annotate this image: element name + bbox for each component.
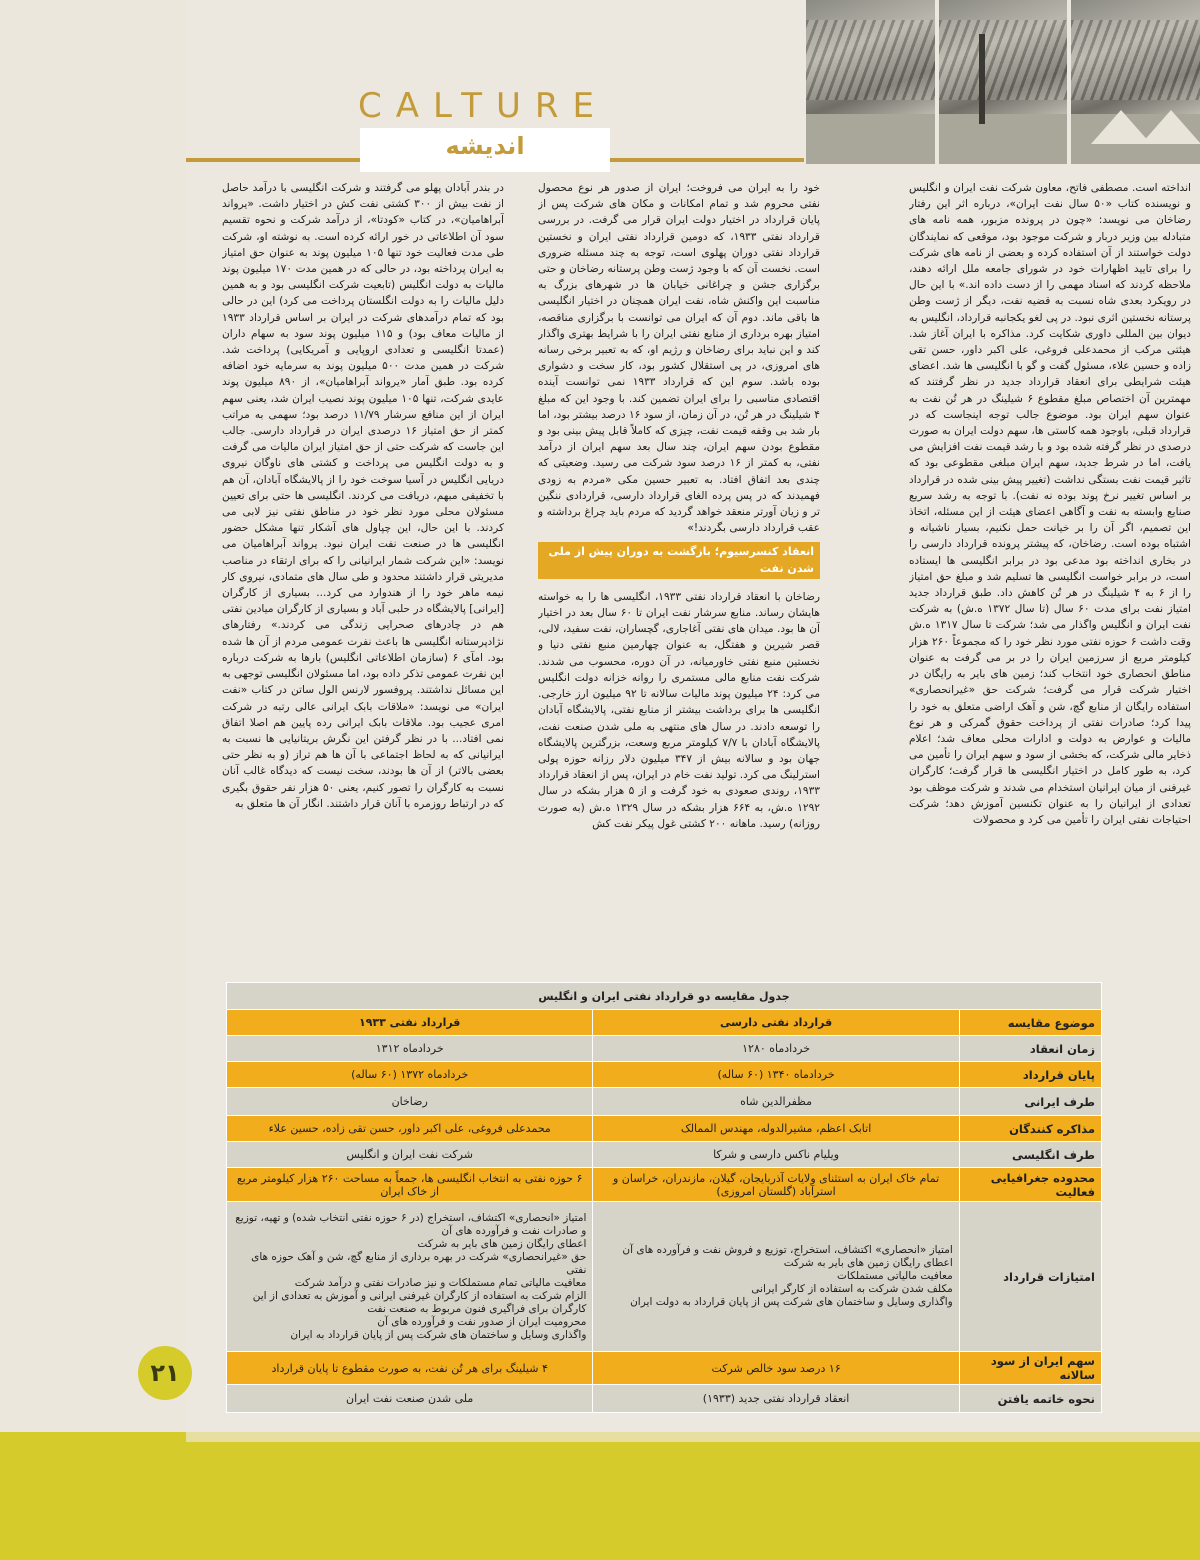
table-row bbox=[227, 1168, 1102, 1202]
row-label: پایان قرارداد bbox=[959, 1062, 1101, 1088]
table-row bbox=[227, 1142, 1102, 1168]
cell-1933: خردادماه ۱۳۷۲ (۶۰ ساله) bbox=[227, 1062, 593, 1088]
article-paragraph: در بندر آبادان پهلو می گرفتند و شرکت انگلیسی با درآمد حاصل از نفت بیش از ۳۰۰ کشتی نفت کش در اختیار داشت. «یرواند آبراهامیان»، در کتاب «کودتا»، از درآمد شرکت و نحوه تقسیم سود آن اطلاعاتی در خور ارائه کرده است. به نوشته او، شرکت طی مدت فعالیت خود تنها ۱۰۵ میلیون پوند به عنوان حق امتیاز به ایران پرداخته بود، در حالی که در همین مدت ۱۷۰ میلیون پوند مالیات به دولت انگلیس (تابعیت شرکت انگلیسی بود و به همین دلیل مالیات را به دولت انگلستان پرداخت می کرد) این در حالی بود که تمام درآمدهای شرکت در ایران بر اساس قرارداد ۱۹۳۳ از مالیات معاف بود) و ۱۱۵ میلیون پوند سود به سهام داران (عمدتا انگلیسی و تعدادی اروپایی و آمریکایی) پرداخت شد. شرکت در همین مدت ۵۰۰ میلیون پوند به سرمایه خود اضافه کرده بود. طبق آمار «یرواند آبراهامیان»، از ۸۹۰ میلیون پوند عایدی شرکت، تنها ۱۰۵ میلیون پوند نصیب ایران شد، یعنی سهم ایران از این منافع سرشار ۱۱/۷۹ درصد بود؛ سهمی به مراتب کمتر از حق امتیاز ۱۶ درصدی ایران در قرارداد دارسی. جالب این جاست که شرکت حتی از حق امتیاز ایران مالیات می گرفت و به دولت انگلیس می پرداخت و کشتی های ناوگان نیروی دریایی انگلیس در آسیا سوخت خود را از پالایشگاه آبادان، آن هم با تخفیفی مبهم، دریافت می کردند. انگلیسی ها حتی برای تعیین مسئولان محلی مورد نظر خود در مناطق نفتی نیز لابی می کردند. با این حال، این چپاول های آشکار تنها مشکل حضور انگلیسی ها در صنعت نفت ایران نبود. یرواند آبراهامیان می نویسد: «این شرکت شمار ایرانیانی را که برای ارتقاء در مناصب مدیریتی قرار داشتند محدود و طی سال های متمادی، نیروی کار نیمه ماهر خود را از هندوارد می کرد... بسیاری از کارگران [ایرانی] پالایشگاه در حلبی آباد و بسیاری از کارگران میادین نفتی هم در چادرهای صحرایی زندگی می کردند.» رفتارهای نژادپرستانه انگلیسی ها باعث نفرت عمومی مردم از آن ها شده بود. امآی ۶ (سازمان اطلاعاتی انگلیس) بارها به شرکت درباره این نفرت عمومی تذکر داده بود، اما مسئولان انگلیسی توجهی به این مسائل نداشتند. پروفسور لارنس الول ساتن در کتاب «نفت ایران» می نویسد: «ملاقات بابک ایرانی عالی رتبه در شرکت امری عجیب بود. ملاقات بابک ایرانی رده پایین هم اصلا اتفاق نمی افتاد... با در نظر گرفتن این نگرش بریتانیایی ها نسبت به ایرانیانی که به لحاظ اجتماعی با آن ها هم تراز (و به نظر حتی بعضی بالاتر) از آن ها بودند، سخت نیست که دیدگاه غالب آنان نسبت به کارگران را تصور کنیم، یعنی ۵۰ هزار نفر حقوق بگیری که در ارتباط روزمره با آنان قرار داشتند. انگار آن ها متعلق به bbox=[222, 182, 504, 810]
row-label: نحوه خاتمه یافتن bbox=[959, 1385, 1101, 1413]
cell-1933: رضاخان bbox=[227, 1088, 593, 1116]
cell-1933: ملی شدن صنعت نفت ایران bbox=[227, 1385, 593, 1413]
table-header-darcy: قرارداد نفتی دارسی bbox=[593, 1010, 959, 1036]
cell-1933: ۶ حوزه نفتی به انتخاب انگلیسی ها، جمعاً به مساحت ۲۶۰ هزار کیلومتر مربع از خاک ایران bbox=[227, 1168, 593, 1202]
cell-1933: محمدعلی فروغی، علی اکبر داور، حسن تقی زاده، حسین علاء bbox=[227, 1116, 593, 1142]
table-row bbox=[227, 1088, 1102, 1116]
row-label: طرف ایرانی bbox=[959, 1088, 1101, 1116]
comparison-table bbox=[226, 982, 1102, 1413]
cell-darcy: اتابک اعظم، مشیرالدوله، مهندس الممالک bbox=[593, 1116, 959, 1142]
cell-darcy: امتیاز «انحصاری» اکتشاف، استخراج، توزیع و فروش نفت و فرآورده های آن اعطای رایگان زمین های بایر به شرکت معافیت مالیاتی مستملکات مکلف شدن شرکت به استفاده از کارگر ایرانی واگذاری وسایل و ساختمان های شرکت پس از پایان قرارداد به دولت ایران bbox=[593, 1202, 959, 1352]
historical-photo-tents bbox=[1071, 0, 1200, 164]
cell-darcy: خردادماه ۱۳۴۰ (۶۰ ساله) bbox=[593, 1062, 959, 1088]
bottom-band-highlight bbox=[186, 1432, 1200, 1442]
row-label: مذاکره کنندگان bbox=[959, 1116, 1101, 1142]
cell-darcy: ۱۶ درصد سود خالص شرکت bbox=[593, 1352, 959, 1385]
article-paragraph: رضاخان با انعقاد قرارداد نفتی ۱۹۳۳، انگلیسی ها را به خواسته هایشان رساند. منابع سرشار نفت ایران تا ۶۰ سال بعد در اختیار آن ها بود. میدان های نفتی آغاجاری، گچساران، نفت سفید، لالی، قصر شیرین و هفتگل، به عنوان چهارمین منبع نفتی دنیا و نخستین منبع نفتی خاورمیانه، در آن دوره، محسوب می شدند. شرکت نفت منابع مالی مستمری را روانه خزانه دولت انگلیس می کرد: ۲۴ میلیون پوند مالیات سالانه تا ۹۲ میلیون ارز خارجی. انگلیسی ها برای برداشت بیشتر از منابع نفتی، پالایشگاه آبادان را توسعه دادند. در سال های منتهی به ملی شدن صنعت نفت، پالایشگاه آبادان با ۷/۷ کیلومتر مربع وسعت، بزرگترین پالایشگاه جهان بود و سالانه بیش از ۳۴۷ میلیون دلار رزانه حوزه پولی استرلینگ می کرد. تولید نفت خام در ایران، پس از انعقاد قرارداد ۱۹۳۳، روندی صعودی به خود گرفت و از ۵ هزار بشکه در سال ۱۲۹۲ ه.ش، به ۶۶۴ هزار بشکه در سال ۱۳۲۹ ه.ش (به صورت روزانه) رسید. ماهانه ۲۰۰ کشتی غول پیکر نفت کش bbox=[538, 590, 820, 830]
cell-darcy: خردادماه ۱۲۸۰ bbox=[593, 1036, 959, 1062]
table-row bbox=[227, 1116, 1102, 1142]
cell-darcy: تمام خاک ایران به استثنای ولایات آذربایجان، گیلان، مازندران، خراسان و استرآباد (گلستان امروزی) bbox=[593, 1168, 959, 1202]
row-label: محدوده جغرافیایی فعالیت bbox=[959, 1168, 1101, 1202]
header-photo-strip bbox=[806, 0, 1200, 164]
table-header-1933: قرارداد نفتی ۱۹۳۳ bbox=[227, 1010, 593, 1036]
cell-1933: امتیاز «انحصاری» اکتشاف، استخراج (در ۶ حوزه نفتی انتخاب شده) و تهیه، توزیع و صادرات نفت و فرآورده های آن اعطای رایگان زمین های بایر به شرکت حق «غیرانحصاری» شرکت در بهره برداری از منابع گچ، شن و آهک حوزه های نفتی معافیت مالیاتی تمام مستملکات و نیز صادرات نفتی و درآمد شرکت الزام شرکت به استفاده از کارگران غیرفنی ایرانی و آموزش به تعدادی از این کارگران برای فراگیری فنون مربوط به صنعت نفت محرومیت ایران از صدور نفت و فرآورده های آن واگذاری وسایل و ساختمان های شرکت پس از پایان قرارداد به ایران bbox=[227, 1202, 593, 1352]
bottom-color-band bbox=[0, 1432, 1200, 1560]
comparison-table-wrapper bbox=[226, 982, 1102, 1413]
table-row bbox=[227, 1202, 1102, 1352]
cell-darcy: مظفرالدین شاه bbox=[593, 1088, 959, 1116]
table-row bbox=[227, 1352, 1102, 1385]
row-label: امتیازات قرارداد bbox=[959, 1202, 1101, 1352]
historical-photo-mountains bbox=[806, 0, 935, 164]
left-margin-band bbox=[0, 0, 186, 1560]
section-title-en: CALTURE bbox=[358, 86, 609, 126]
table-caption: جدول مقایسه دو قرارداد نفتی ایران و انگلیس bbox=[227, 983, 1102, 1010]
table-row bbox=[227, 1385, 1102, 1413]
section-title-fa: اندیشه bbox=[445, 132, 525, 160]
page-number: ۲۱ bbox=[138, 1346, 192, 1400]
cell-1933: شرکت نفت ایران و انگلیس bbox=[227, 1142, 593, 1168]
article-body bbox=[190, 180, 1194, 935]
table-header-label: موضوع مقایسه bbox=[959, 1010, 1101, 1036]
article-column-3 bbox=[222, 180, 504, 935]
row-label: طرف انگلیسی bbox=[959, 1142, 1101, 1168]
article-column-1 bbox=[909, 180, 1191, 935]
row-label: زمان انعقاد bbox=[959, 1036, 1101, 1062]
article-subheading: انعقاد کنسرسیوم؛ بازگشت به دوران پیش از ملی شدن نفت bbox=[538, 542, 820, 578]
historical-photo-oil-rig bbox=[939, 0, 1068, 164]
cell-1933: خردادماه ۱۳۱۲ bbox=[227, 1036, 593, 1062]
table-row bbox=[227, 1062, 1102, 1088]
cell-darcy: انعقاد قرارداد نفتی جدید (۱۹۳۳) bbox=[593, 1385, 959, 1413]
article-paragraph: انداخته است. مصطفی فاتح، معاون شرکت نفت ایران و انگلیس و نویسنده کتاب «۵۰ سال نفت ایران»، درباره اثر این رفتار رضاخان می نویسد: «چون در پرونده مزبور، همه نامه های متبادله بین وزیر دربار و شرکت موجود بود، موقعی که نمایندگان دولت خواستند از آن استفاده کرده و بعضی از نامه های شرکت را برای تایید اظهارات خود در شورای جامعه ملل ارائه دهند، ملاحظه کردند که اسناد مهمی را از دست داده اند.» با این حال در رویکرد بعدی شاه نسبت به قضیه نفت، دیگر از ژست وطن پرستانه نخستین اثری نبود. در پی لغو یکجانبه قرارداد، انگلیس به دیوان بین المللی داوری شکایت کرد. مذاکره با ایران آغاز شد. هیئتی مرکب از محمدعلی فروغی، علی اکبر داور، حسن تقی زاده و حسین علاء، مسئول گفت و گو با انگلیسی ها شد. اعضای هیئت شرایطی برای انعقاد قرارداد جدید در نظر گرفتند که مهمترین آن اختصاص مبلغ مقطوع ۶ شیلینگ در هر تُن نفت به عنوان سهم ایران بود. موضوع جالب توجه اینجاست که در قرارداد قبلی، باوجود همه کاستی ها، سهم دولت ایران به صورت درصدی در نظر گرفته شده بود و با رشد قیمت نفت افزایش می یافت، اما در شرط جدید، سهم ایران مبلغی مقطوعی بود که تاثیر قیمت نفت بستگی نداشت (تغییر پیش بینی شده در قرارداد بر اساس تغییر نرخ پوند بوده نه نفت). با توجه به رشد سریع صنایع وابسته به نفت و آگاهی اعضای هیئت از این مسئله، اتخاذ این تصمیم، اگر آن را بر خیانت حمل نکنیم، بسیار ناشیانه و اشتباه بوده است. رضاخان، که پیشتر پرونده قرارداد دارسی را در بخاری انداخته بود مدعی بود در برابر انگلیسی ها ایستاده است، در برابر خواست انگلیسی ها تسلیم شد و مبلغ حق امتیاز را از ۶ به ۴ شیلینگ در هر تُن کاهش داد. طبق قرارداد جدید امتیاز نفت برای مدت ۶۰ سال (تا سال ۱۳۷۲ ه.ش) به شرکت نفت ایران و انگلیس واگذار می شد؛ شرکت تا سال ۱۳۱۷ ه.ش وقت داشت ۶ حوزه نفتی مورد نظر خود را که مجموعاً ۲۶۰ هزار کیلومتر مربع از سرزمین ایران را در بر می گرفت به عنوان مناطق انحصاری خود انتخاب کند؛ زمین های بایر به رایگان در اختیار شرکت قرار می گرفت؛ شرکت حق «غیرانحصاری» استفاده رایگان از منابع گچ، شن و آهک اراضی متعلق به خود را پیدا کرد؛ صادرات نفتی از پرداخت حقوق گمرکی و هر نوع مالیات و عوارض به دولت و ادارات محلی معاف شد؛ اعلام ذخایر مالی شرکت، که بخشی از سود و سهم ایران را تأمین می کرد، به طور کامل در اختیار انگلیسی ها قرار گرفت؛ کارگران غیرفنی از میان ایرانیان استخدام می شدند و شرکت موظف بود تعدادی از ایرانیان را به عنوان تکنسین آموزش دهد؛ شرکت احتیاجات نفتی ایران را تأمین می کرد و محصولات bbox=[909, 182, 1191, 826]
cell-1933: ۴ شیلینگ برای هر تُن نفت، به صورت مقطوع تا پایان قرارداد bbox=[227, 1352, 593, 1385]
article-paragraph: خود را به ایران می فروخت؛ ایران از صدور هر نوع محصول نفتی محروم شد و تمام امکانات و مکان های شرکت پس از پایان قرارداد در اختیار دولت ایران قرار می گرفت. در بررسی قرارداد نفتی ۱۹۳۳، که دومین قرارداد نفتی ایران و نخستین قرارداد نفتی دوران پهلوی است، توجه به چند مسئله ضروری است. نخست آن که با وجود ژست وطن پرستانه رضاخان و حتی برگزاری جشن و چراغانی خیابان ها در شهرهای بزرگ به مناسبت این واکنش شاه، نفت ایران همچنان در اختیار انگلیسی ها باقی ماند. دوم آن که ایران می توانست با برگزاری مناقصه، امتیاز بهره برداری از منابع نفتی ایران را با شرایط بهتری واگذار کند و این نباید برای رضاخان و رژیم او، که به تعبیر برخی رسانه های امروزی، در پی استقلال کشور بود، کار سخت و دشواری بوده باشد. سوم این که قرارداد ۱۹۳۳ نمی توانست آینده اقتصادی مناسبی را برای ایران تضمین کند. با وجود این که مبلغ ۴ شیلینگ در هر تُن، در آن زمان، از سود ۱۶ درصد بیشتر بود، اما بار شد بی وقفه قیمت نفت، چیزی که کاملاً قابل پیش بینی بود و مقطوع بودن سهم ایران، چند سال بعد سهم ایران از درآمد نفتی، به کمتر از ۱۶ درصد سود شرکت می رسید. وضعیتی که چندی بعد اتفاق افتاد. به تعبیر حسین مکی «مردم به زودی فهمیدند که در پس پرده الغای قرارداد دارسی، قراردادی ننگین تر و زیان آورتر منعقد خواهد گردید که مردم باید چراغ برداشته و عقب قرارداد دارسی بگردند!» bbox=[538, 182, 820, 535]
row-label: سهم ایران از سود سالانه bbox=[959, 1352, 1101, 1385]
cell-darcy: ویلیام ناکس دارسی و شرکا bbox=[593, 1142, 959, 1168]
article-column-2 bbox=[538, 180, 820, 935]
table-row bbox=[227, 1036, 1102, 1062]
